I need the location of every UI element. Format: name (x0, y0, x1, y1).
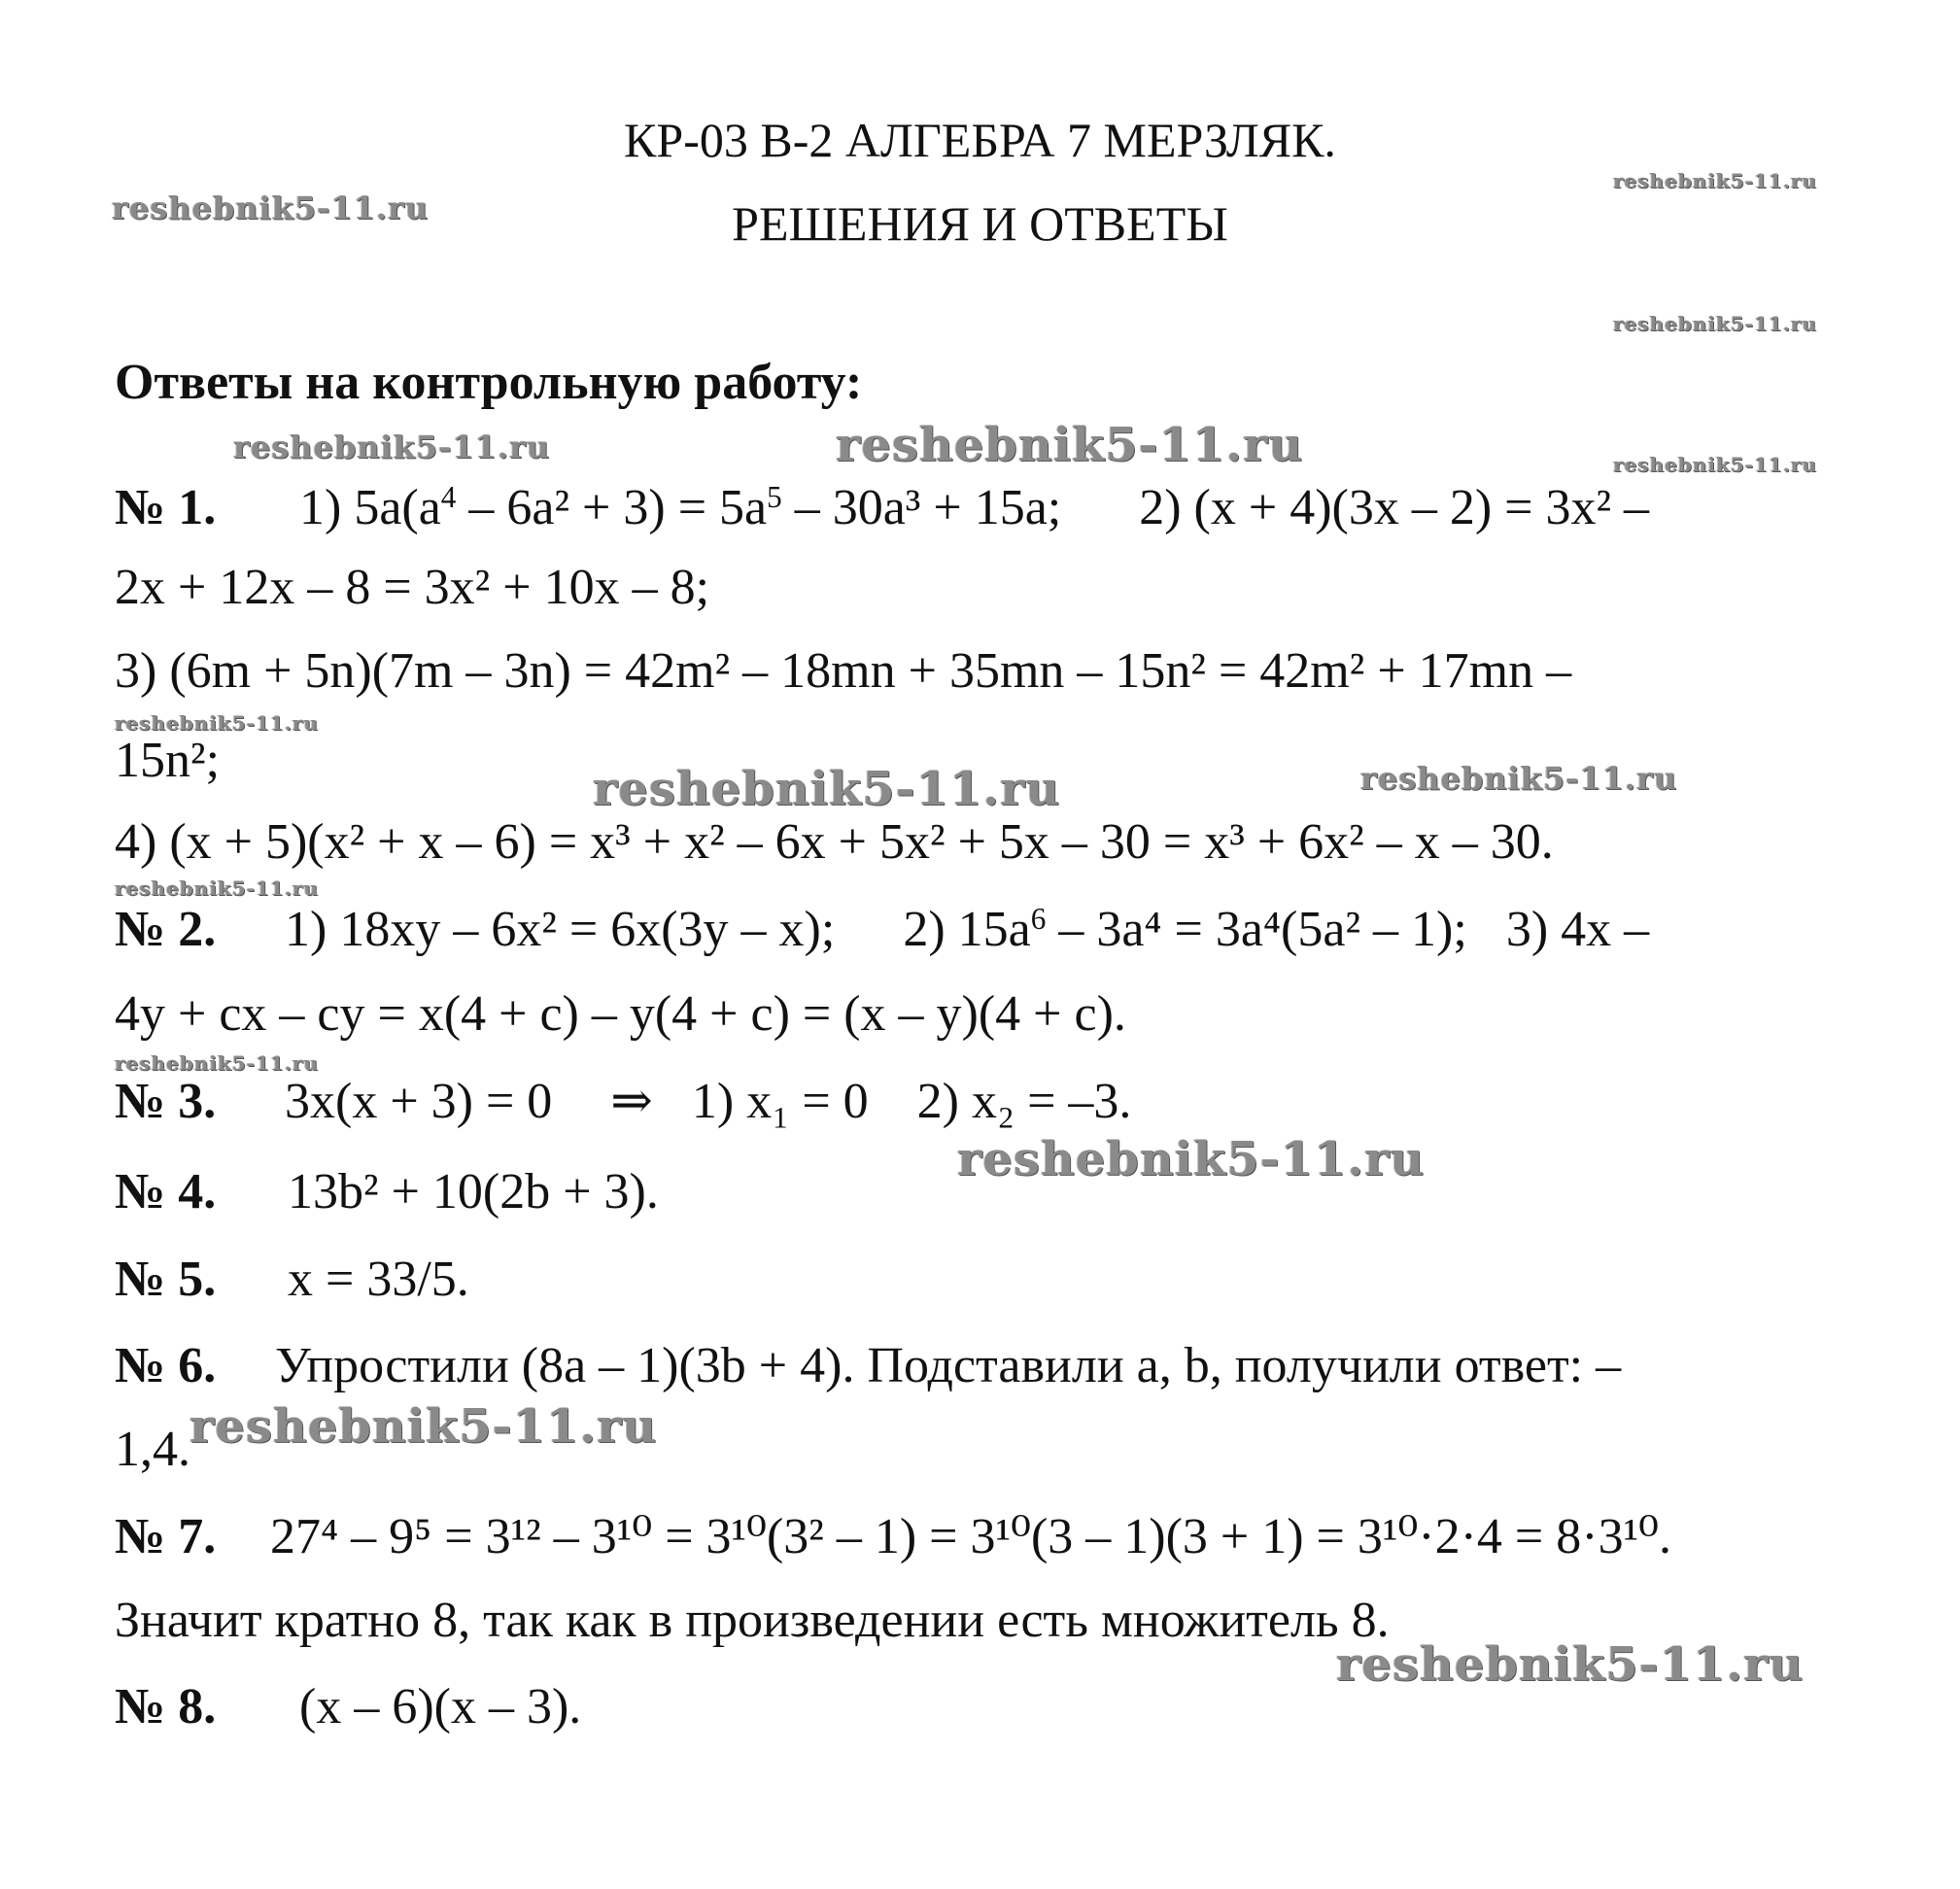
problem-4-line (115, 1161, 659, 1223)
formula-part: 2) (x + 4)(3x – 2) = 3x² – (1139, 480, 1650, 535)
problem-2-line-1 (115, 899, 1649, 961)
problem-1-line-3: 3) (6m + 5n)(7m – 3n) = 42m² – 18mn + 35mn – 15n² = 42m² + 17mn – (115, 643, 1572, 699)
problem-number: № 3. (115, 1074, 217, 1129)
formula-part: x = 33/5. (288, 1252, 469, 1307)
problem-8-line (115, 1676, 581, 1738)
watermark-logo: reshebnik5-11.ru (115, 1051, 319, 1075)
formula-part: 27⁴ – 9⁵ = 3¹² – 3¹⁰ = 3¹⁰(3² – 1) = 3¹⁰(3 – 1)(3 + 1) = 3¹⁰·2·4 = 8·3¹⁰. (270, 1509, 1672, 1564)
formula-part: 2) 15a (903, 902, 1031, 957)
problem-1-line-2: 2x + 12x – 8 = 3x² + 10x – 8; (115, 560, 710, 615)
formula-part: (x – 6)(x – 3). (299, 1679, 582, 1734)
problem-6-line-1 (115, 1335, 1621, 1397)
problem-2-line-2: 4y + cx – cy = x(4 + c) – y(4 + c) = (x – y)(4 + c). (115, 986, 1126, 1042)
problem-number: № 7. (115, 1509, 217, 1564)
formula-part: 1) 5a(a (299, 480, 441, 535)
watermark-logo: reshebnik5-11.ru (1613, 453, 1817, 476)
watermark-logo: reshebnik5-11.ru (233, 429, 551, 465)
section-heading: Ответы на контрольную работу: (115, 355, 863, 410)
watermark-logo: reshebnik5-11.ru (115, 711, 319, 735)
watermark-logo: reshebnik5-11.ru (957, 1132, 1426, 1186)
formula-part: 1) x₁ = 0 (691, 1074, 869, 1129)
problem-number: № 5. (115, 1252, 217, 1307)
formula-part: 2) x₂ = –3. (916, 1074, 1132, 1129)
watermark-logo: reshebnik5-11.ru (189, 1399, 658, 1454)
formula-part: 1) 18xy – 6x² = 6x(3y – x); (285, 902, 836, 957)
formula-part: 3) 4x – (1505, 902, 1650, 957)
exponent: 6 (1030, 901, 1047, 936)
formula-part: 13b² + 10(2b + 3). (288, 1164, 659, 1219)
watermark-logo: reshebnik5-11.ru (115, 876, 319, 900)
problem-3-line (115, 1071, 1131, 1133)
watermark-logo: reshebnik5-11.ru (1613, 169, 1817, 192)
watermark-logo: reshebnik5-11.ru (1336, 1637, 1805, 1692)
problem-7-line-2: Значит кратно 8, так как в произведении есть множитель 8. (115, 1593, 1390, 1648)
problem-7-line-1 (115, 1506, 1671, 1568)
watermark-logo: reshebnik5-11.ru (836, 418, 1304, 472)
problem-number: № 1. (115, 480, 217, 535)
problem-number: № 2. (115, 902, 217, 957)
formula-part: 3x(x + 3) = 0 (285, 1074, 553, 1129)
formula-part: Упростили (8a – 1)(3b + 4). Подставили a, b, получили ответ: – (275, 1338, 1622, 1393)
title-line-1: КР-03 В-2 АЛГЕБРА 7 МЕРЗЛЯК. (624, 113, 1336, 167)
problem-1-line-1 (115, 477, 1649, 539)
exponent: 4 (440, 479, 457, 514)
problem-1-line-5: 4) (x + 5)(x² + x – 6) = x³ + x² – 6x + 5x² + 5x – 30 = x³ + 6x² – x – 30. (115, 814, 1554, 870)
watermark-logo: reshebnik5-11.ru (1360, 760, 1678, 797)
watermark-logo: reshebnik5-11.ru (593, 762, 1061, 816)
problem-number: № 4. (115, 1164, 217, 1219)
formula-part: – 30a³ + 15a; (781, 480, 1062, 535)
formula-part: – 3a⁴ = 3a⁴(5a² – 1); (1046, 902, 1467, 957)
formula-part: – 6a² + 3) = 5a (456, 480, 768, 535)
problem-number: № 6. (115, 1338, 217, 1393)
problem-number: № 8. (115, 1679, 217, 1734)
problem-1-line-4: 15n²; (115, 733, 221, 788)
exponent: 5 (767, 479, 782, 514)
problem-6-line-2: 1,4. (115, 1422, 190, 1477)
problem-5-line (115, 1249, 469, 1311)
watermark-logo: reshebnik5-11.ru (1613, 312, 1817, 335)
title-line-2: РЕШЕНИЯ И ОТВЕТЫ (732, 196, 1228, 251)
watermark-logo: reshebnik5-11.ru (112, 189, 430, 226)
implies-symbol: ⇒ (610, 1074, 653, 1129)
